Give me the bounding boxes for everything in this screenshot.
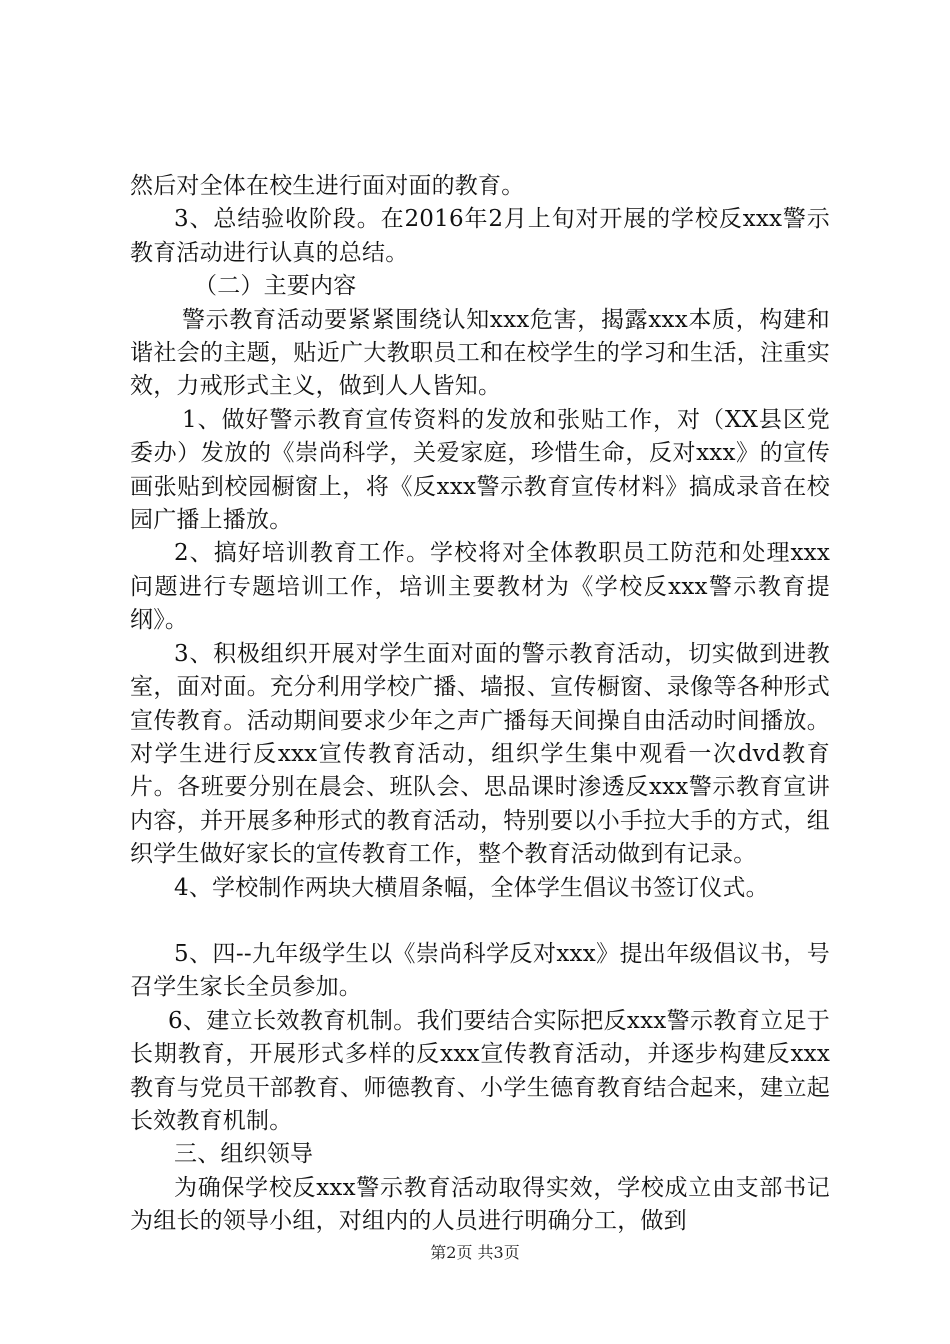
section-heading-organization: 三、组织领导 xyxy=(174,1141,314,1168)
paragraph-summary-stage: 3、总结验收阶段。在2016年2月上旬对开展的学校反xxx警示教育活动进行认真的总结。 xyxy=(130,206,830,266)
paragraph-item-6: 6、建立长效教育机制。我们要结合实际把反xxx警示教育立足于长期教育，开展形式多样的反xxx宣传教育活动，并逐步构建反xxx教育与党员干部教育、师德教育、小学生德育教育结合起来，建立起长效教育机制。 xyxy=(130,1007,830,1134)
paragraph-item-4: 4、学校制作两块大横眉条幅，全体学生倡议书签订仪式。 xyxy=(174,874,769,901)
paragraph-organization: 为确保学校反xxx警示教育活动取得实效，学校成立由支部书记为组长的领导小组，对组内的人员进行明确分工，做到 xyxy=(130,1174,830,1235)
page-footer: 第2页 共3页 xyxy=(430,1243,520,1262)
blank-line xyxy=(130,905,830,938)
section-heading-main-content: （二）主要内容 xyxy=(194,273,357,300)
paragraph-item-3: 3、积极组织开展对学生面对面的警示教育活动，切实做到进教室，面对面。充分利用学校广播、墙报、宣传橱窗、录像等各种形式宣传教育。活动期间要求少年之声广播每天间操自由活动时间播放。对学生进行反xxx宣传教育活动，组织学生集中观看一次dvd教育片。各班要分别在晨会、班队会、思品课时渗透反xxx警示教育宣讲内容，并开展多种形式的教育活动，特别要以小手拉大手的方式，组织学生做好家长的宣传教育工作，整个教育活动做到有记录。 xyxy=(130,640,830,868)
paragraph-continuation: 然后对全体在校生进行面对面的教育。 xyxy=(130,173,525,199)
paragraph-item-5: 5、四--九年级学生以《崇尚科学反对xxx》提出年级倡议书，号召学生家长全员参加。 xyxy=(130,940,830,1001)
document-body xyxy=(130,170,830,1239)
paragraph-main-content: 警示教育活动要紧紧围绕认知xxx危害，揭露xxx本质，构建和谐社会的主题，贴近广大教职员工和在校学生的学习和生活，注重实效，力戒形式主义，做到人人皆知。 xyxy=(130,306,830,400)
paragraph-item-1: 1、做好警示教育宣传资料的发放和张贴工作，对（XX县区党委办）发放的《崇尚科学，关爱家庭，珍惜生命，反对xxx》的宣传画张贴到校园橱窗上，将《反xxx警示教育宣传材料》搞成录音在校园广播上播放。 xyxy=(130,406,830,534)
paragraph-item-2: 2、搞好培训教育工作。学校将对全体教职员工防范和处理xxx问题进行专题培训工作，培训主要教材为《学校反xxx警示教育提纲》。 xyxy=(130,540,830,634)
